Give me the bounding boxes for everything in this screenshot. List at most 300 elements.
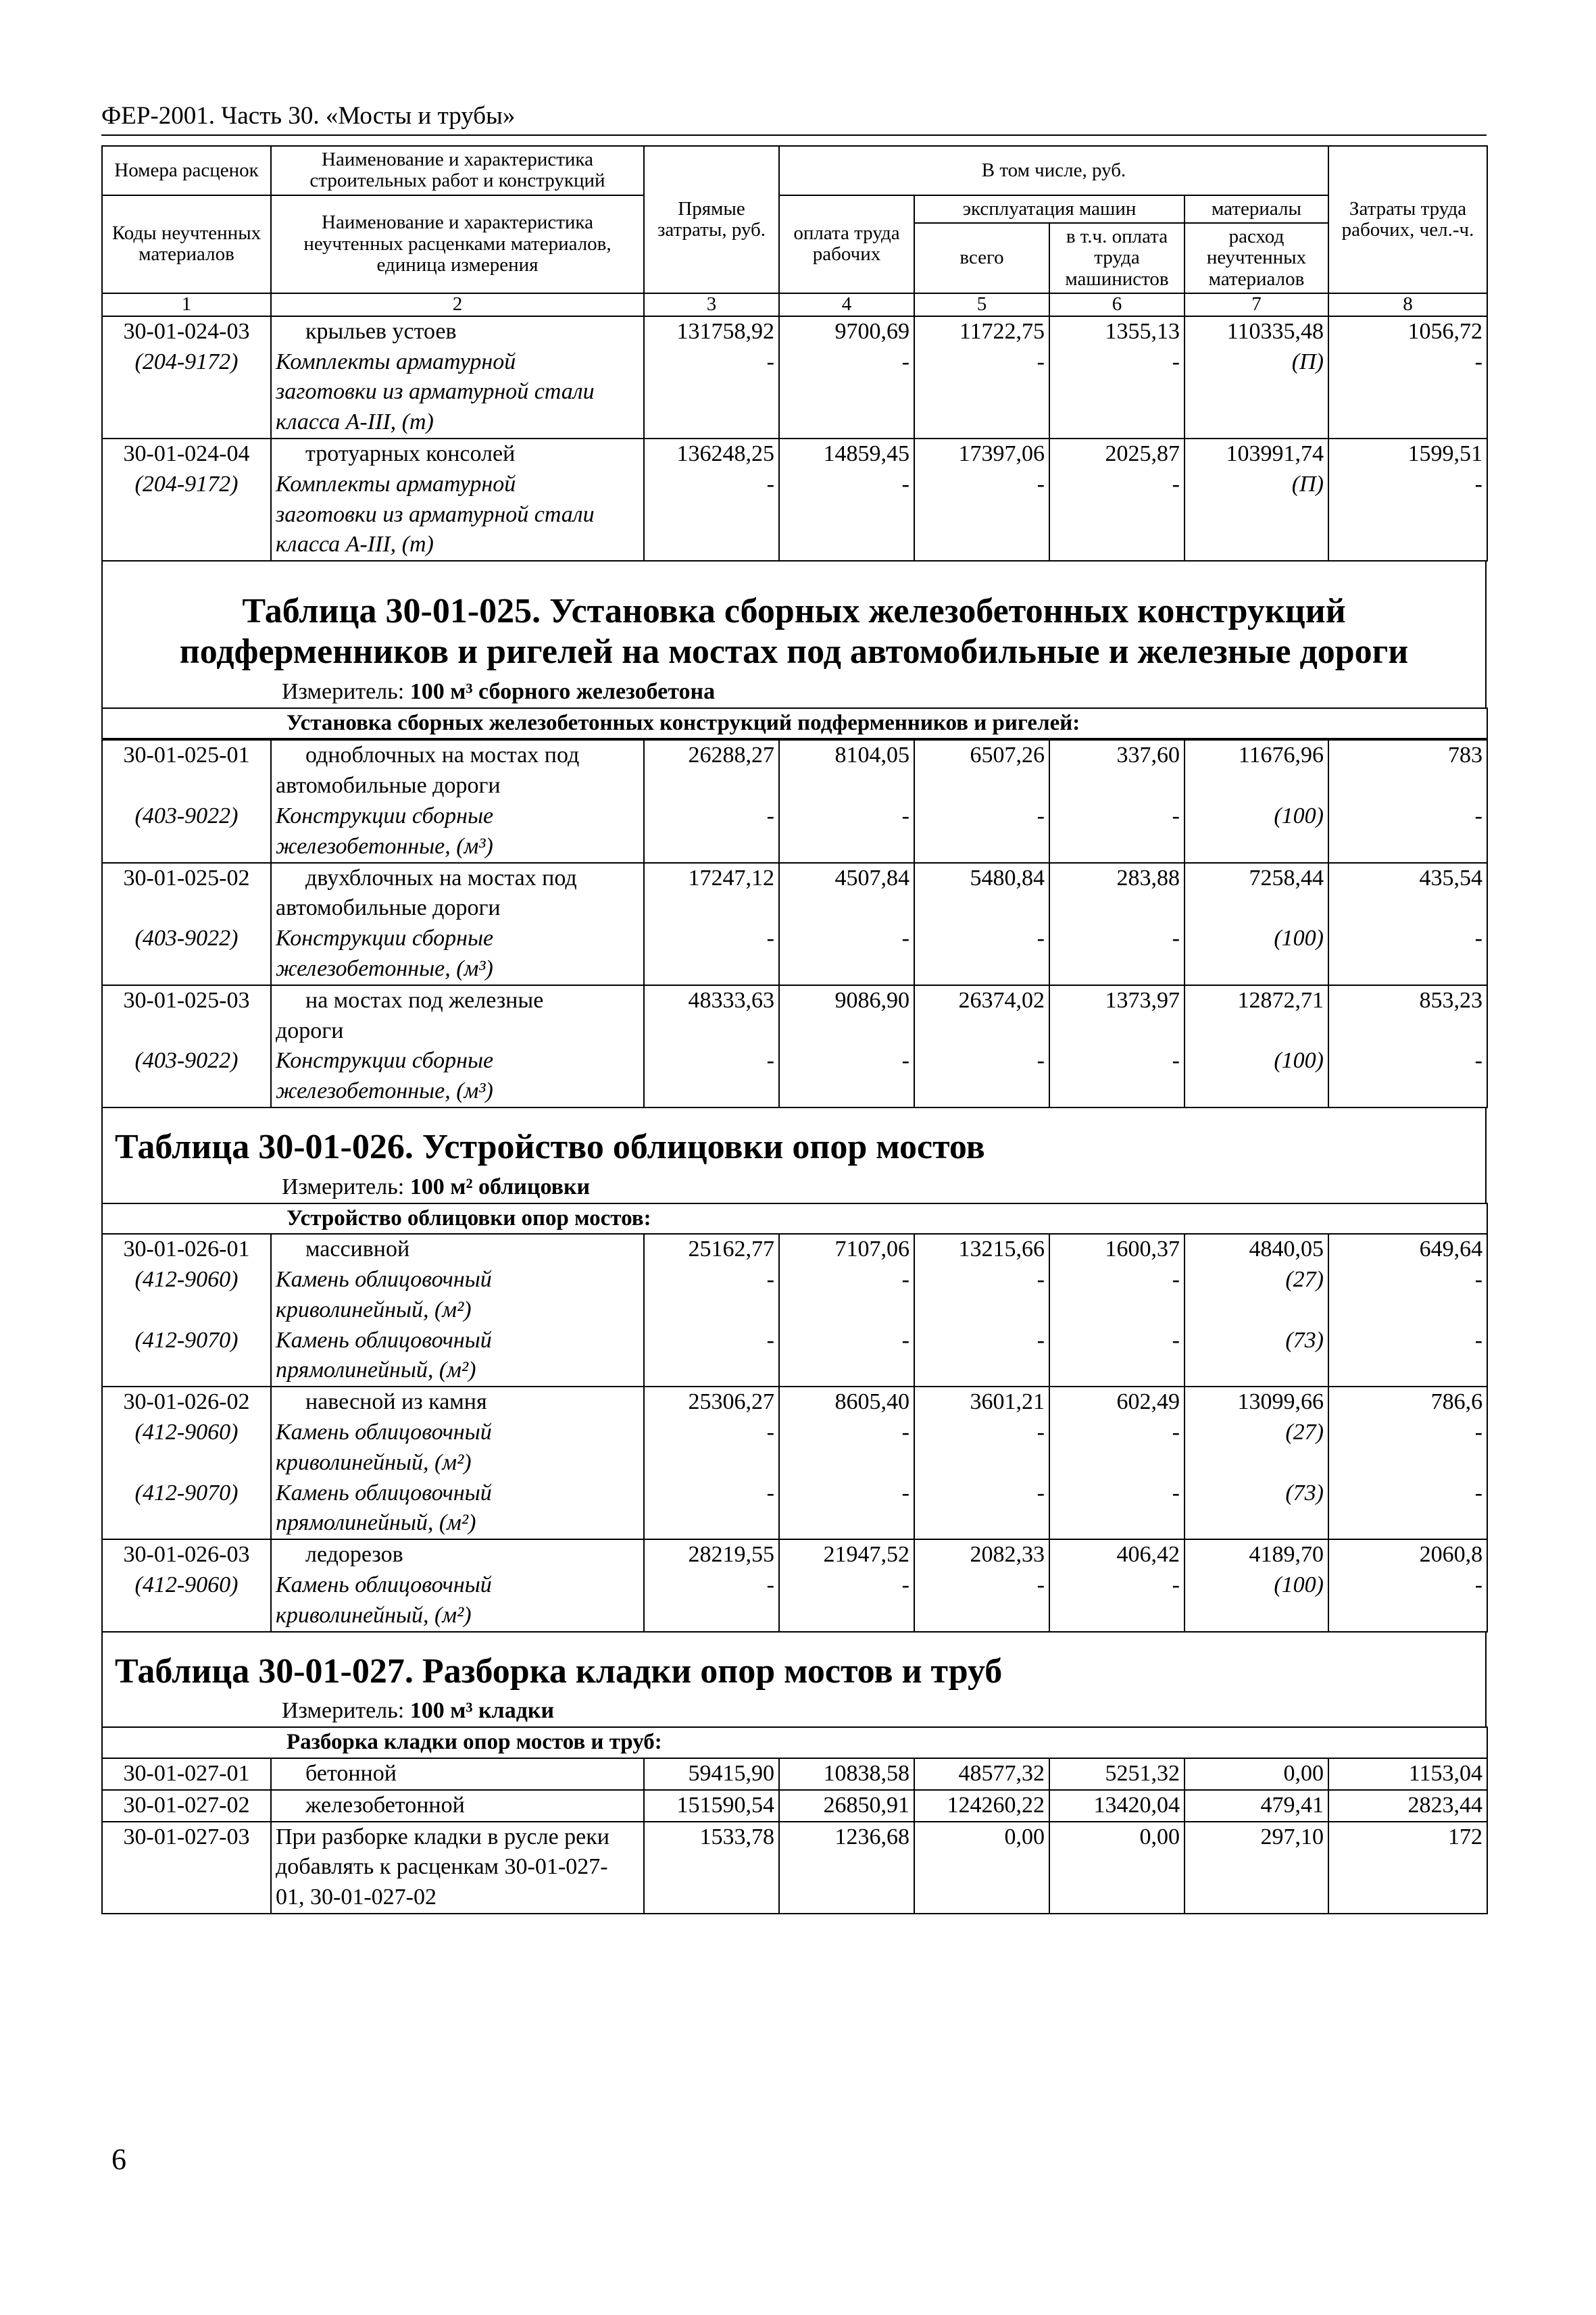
empty-cell bbox=[644, 1295, 779, 1326]
table-row bbox=[102, 470, 1487, 500]
empty-cell bbox=[644, 1076, 779, 1107]
cell-value: - bbox=[644, 347, 779, 378]
measure-label: Измеритель: bbox=[282, 1174, 405, 1199]
empty-cell bbox=[102, 893, 271, 924]
table-row bbox=[102, 985, 1487, 1016]
empty-cell bbox=[1049, 954, 1184, 985]
measure-line bbox=[103, 1698, 1485, 1726]
empty-cell bbox=[914, 1076, 1049, 1107]
cell-value: - bbox=[914, 924, 1049, 954]
table-row bbox=[102, 1508, 1487, 1539]
cell-value: 13099,66 bbox=[1184, 1387, 1328, 1418]
table-row bbox=[102, 1046, 1487, 1076]
cell-value: 2823,44 bbox=[1328, 1790, 1487, 1822]
cell-value: - bbox=[914, 1046, 1049, 1076]
work-name: автомобильные дороги bbox=[271, 771, 644, 801]
material-code: (204-9172) bbox=[102, 347, 271, 378]
measure-label: Измеритель: bbox=[282, 1698, 405, 1724]
empty-cell bbox=[1184, 1852, 1328, 1883]
cell-value: 21947,52 bbox=[779, 1539, 914, 1570]
empty-cell bbox=[1184, 954, 1328, 985]
cell-value: - bbox=[1049, 1418, 1184, 1448]
header-direct-costs: Прямые затраты, руб. bbox=[644, 146, 779, 293]
empty-cell bbox=[779, 1508, 914, 1539]
rate-code: 30-01-026-03 bbox=[102, 1539, 271, 1570]
empty-cell bbox=[914, 1448, 1049, 1478]
empty-cell bbox=[914, 1508, 1049, 1539]
empty-cell bbox=[1328, 1355, 1487, 1387]
table-row bbox=[102, 316, 1487, 347]
work-name: дороги bbox=[271, 1016, 644, 1047]
material-name: Конструкции сборные bbox=[271, 924, 644, 954]
work-name: крыльев устоев bbox=[271, 316, 644, 347]
work-name: ледорезов bbox=[271, 1539, 644, 1570]
table-row bbox=[102, 740, 1487, 771]
work-name: навесной из камня bbox=[271, 1387, 644, 1418]
cell-value: - bbox=[644, 801, 779, 832]
empty-cell bbox=[1328, 893, 1487, 924]
cell-value: - bbox=[779, 1418, 914, 1448]
cell-value: - bbox=[779, 801, 914, 832]
material-name: Конструкции сборные bbox=[271, 1046, 644, 1076]
material-name: железобетонные, (м³) bbox=[271, 832, 644, 863]
work-name: автомобильные дороги bbox=[271, 893, 644, 924]
empty-cell bbox=[1184, 893, 1328, 924]
cell-value: 1600,37 bbox=[1049, 1234, 1184, 1265]
empty-cell bbox=[102, 1295, 271, 1326]
work-name: двухблочных на мостах под bbox=[271, 863, 644, 894]
header-material-codes: Коды неучтенных материалов bbox=[102, 195, 271, 293]
rate-code: 30-01-026-01 bbox=[102, 1234, 271, 1265]
table-row bbox=[102, 1539, 1487, 1570]
cell-value: (27) bbox=[1184, 1418, 1328, 1448]
empty-cell bbox=[102, 1883, 271, 1914]
cell-value: - bbox=[1328, 470, 1487, 500]
table-row bbox=[102, 530, 1487, 561]
cell-value: 853,23 bbox=[1328, 985, 1487, 1016]
empty-cell bbox=[644, 893, 779, 924]
cell-value: 26374,02 bbox=[914, 985, 1049, 1016]
empty-cell bbox=[102, 1448, 271, 1478]
rate-code: 30-01-027-03 bbox=[102, 1822, 271, 1853]
cell-value: (П) bbox=[1184, 470, 1328, 500]
measure-value: 100 м³ кладки bbox=[409, 1698, 555, 1724]
empty-cell bbox=[102, 771, 271, 801]
column-number: 6 bbox=[1049, 293, 1184, 316]
cell-value: 110335,48 bbox=[1184, 316, 1328, 347]
material-code: (403-9022) bbox=[102, 1046, 271, 1076]
cell-value: 8605,40 bbox=[779, 1387, 914, 1418]
table-row bbox=[102, 771, 1487, 801]
material-name: класса А-III, (т) bbox=[271, 407, 644, 439]
table-row bbox=[102, 439, 1487, 470]
empty-cell bbox=[1328, 1508, 1487, 1539]
cell-value: - bbox=[644, 1570, 779, 1601]
cell-value: 11722,75 bbox=[914, 316, 1049, 347]
table-row bbox=[102, 1883, 1487, 1914]
work-name: тротуарных консолей bbox=[271, 439, 644, 470]
cell-value: - bbox=[779, 470, 914, 500]
cell-value: - bbox=[779, 924, 914, 954]
table-026-heading bbox=[101, 1108, 1487, 1203]
header-materials: материалы bbox=[1184, 195, 1328, 223]
cell-value: - bbox=[779, 347, 914, 378]
work-name: железобетонной bbox=[271, 1790, 644, 1822]
table-row bbox=[102, 1790, 1487, 1822]
cell-value: - bbox=[914, 1265, 1049, 1295]
cell-value: 48577,32 bbox=[914, 1758, 1049, 1790]
section-heading: Устройство облицовки опор мостов: bbox=[102, 1203, 1487, 1235]
table-row bbox=[102, 500, 1487, 530]
material-name: Камень облицовочный bbox=[271, 1478, 644, 1509]
empty-cell bbox=[779, 1448, 914, 1478]
work-name: добавлять к расценкам 30-01-027- bbox=[271, 1852, 644, 1883]
header-labor-hours: Затраты труда рабочих, чел.-ч. bbox=[1328, 146, 1487, 293]
empty-cell bbox=[779, 1355, 914, 1387]
cell-value: 2082,33 bbox=[914, 1539, 1049, 1570]
measure-label: Измеритель: bbox=[282, 678, 405, 704]
material-name: Камень облицовочный bbox=[271, 1570, 644, 1601]
cell-value: 4840,05 bbox=[1184, 1234, 1328, 1265]
empty-cell bbox=[1328, 1016, 1487, 1047]
cell-value: 1373,97 bbox=[1049, 985, 1184, 1016]
table-row bbox=[102, 1478, 1487, 1509]
cell-value: 9700,69 bbox=[779, 316, 914, 347]
cell-value: 297,10 bbox=[1184, 1822, 1328, 1853]
cell-value: 649,64 bbox=[1328, 1234, 1487, 1265]
material-name: железобетонные, (м³) bbox=[271, 954, 644, 985]
column-number: 7 bbox=[1184, 293, 1328, 316]
cell-value: (100) bbox=[1184, 924, 1328, 954]
cell-value: - bbox=[644, 1478, 779, 1509]
empty-cell bbox=[1049, 1883, 1184, 1914]
empty-cell bbox=[1328, 954, 1487, 985]
cell-value: - bbox=[644, 470, 779, 500]
work-name: бетонной bbox=[271, 1758, 644, 1790]
empty-cell bbox=[1049, 1016, 1184, 1047]
work-name: 01, 30-01-027-02 bbox=[271, 1883, 644, 1914]
empty-cell bbox=[1328, 1448, 1487, 1478]
cell-value: - bbox=[914, 1478, 1049, 1509]
cell-value: - bbox=[1328, 1265, 1487, 1295]
table-row bbox=[102, 1448, 1487, 1478]
document-page bbox=[101, 101, 1487, 1914]
cell-value: 17247,12 bbox=[644, 863, 779, 894]
table-row bbox=[102, 1265, 1487, 1295]
empty-cell bbox=[1049, 832, 1184, 863]
table-row bbox=[102, 1418, 1487, 1448]
empty-cell bbox=[779, 1601, 914, 1632]
cell-value: 13420,04 bbox=[1049, 1790, 1184, 1822]
cell-value: - bbox=[1328, 347, 1487, 378]
table-row bbox=[102, 832, 1487, 863]
table-row bbox=[102, 893, 1487, 924]
material-code: (412-9070) bbox=[102, 1478, 271, 1509]
empty-cell bbox=[914, 1852, 1049, 1883]
cell-value: 1533,78 bbox=[644, 1822, 779, 1853]
cell-value: 25306,27 bbox=[644, 1387, 779, 1418]
page-number: 6 bbox=[111, 2143, 126, 2176]
cell-value: 6507,26 bbox=[914, 740, 1049, 771]
empty-cell bbox=[779, 1016, 914, 1047]
cell-value: (100) bbox=[1184, 1570, 1328, 1601]
cell-value: - bbox=[644, 1265, 779, 1295]
empty-cell bbox=[1184, 771, 1328, 801]
material-code: (403-9022) bbox=[102, 801, 271, 832]
cell-value: (100) bbox=[1184, 1046, 1328, 1076]
column-header-table bbox=[101, 145, 1488, 562]
cell-value: - bbox=[644, 1418, 779, 1448]
empty-cell bbox=[644, 1601, 779, 1632]
material-name: заготовки из арматурной стали bbox=[271, 377, 644, 407]
empty-cell bbox=[644, 1448, 779, 1478]
measure-line bbox=[103, 679, 1485, 707]
cell-value: - bbox=[779, 1265, 914, 1295]
cell-value: 10838,58 bbox=[779, 1758, 914, 1790]
empty-cell bbox=[644, 1852, 779, 1883]
material-name: криволинейный, (м²) bbox=[271, 1295, 644, 1326]
cell-value: 151590,54 bbox=[644, 1790, 779, 1822]
cell-value: - bbox=[914, 1418, 1049, 1448]
table-027-title: Таблица 30-01-027. Разборка кладки опор мостов и труб bbox=[115, 1651, 1003, 1691]
table-row bbox=[102, 954, 1487, 985]
cell-value: 103991,74 bbox=[1184, 439, 1328, 470]
empty-cell bbox=[1049, 771, 1184, 801]
table-025-body bbox=[101, 739, 1488, 1108]
cell-value: 0,00 bbox=[1184, 1758, 1328, 1790]
empty-cell bbox=[102, 1508, 271, 1539]
material-name: железобетонные, (м³) bbox=[271, 1076, 644, 1107]
material-name: Камень облицовочный bbox=[271, 1265, 644, 1295]
cell-value: - bbox=[644, 1046, 779, 1076]
empty-cell bbox=[644, 1016, 779, 1047]
empty-cell bbox=[1049, 1852, 1184, 1883]
empty-cell bbox=[1328, 1295, 1487, 1326]
cell-value: 0,00 bbox=[1049, 1822, 1184, 1853]
rate-code: 30-01-024-03 bbox=[102, 316, 271, 347]
section-heading: Разборка кладки опор мостов и труб: bbox=[102, 1727, 1487, 1758]
cell-value: 1236,68 bbox=[779, 1822, 914, 1853]
cell-value: 4189,70 bbox=[1184, 1539, 1328, 1570]
cell-value: - bbox=[1328, 1478, 1487, 1509]
work-name: одноблочных на мостах под bbox=[271, 740, 644, 771]
cell-value: 2025,87 bbox=[1049, 439, 1184, 470]
empty-cell bbox=[914, 1601, 1049, 1632]
cell-value: (100) bbox=[1184, 801, 1328, 832]
empty-cell bbox=[1328, 1883, 1487, 1914]
table-row bbox=[102, 1570, 1487, 1601]
cell-value: 131758,92 bbox=[644, 316, 779, 347]
cell-value: - bbox=[1049, 1570, 1184, 1601]
cell-value: - bbox=[914, 347, 1049, 378]
cell-value: - bbox=[1049, 347, 1184, 378]
cell-value: - bbox=[1049, 1326, 1184, 1356]
empty-cell bbox=[102, 1016, 271, 1047]
cell-value: - bbox=[1328, 924, 1487, 954]
table-025-heading bbox=[101, 562, 1487, 707]
empty-cell bbox=[1049, 1448, 1184, 1478]
cell-value: 4507,84 bbox=[779, 863, 914, 894]
empty-cell bbox=[1184, 1295, 1328, 1326]
header-material-usage: расход неучтенных материалов bbox=[1184, 223, 1328, 293]
running-header: ФЕР-2001. Часть 30. «Мосты и трубы» bbox=[101, 101, 1487, 136]
material-code: (204-9172) bbox=[102, 470, 271, 500]
empty-cell bbox=[779, 1295, 914, 1326]
material-name: класса А-III, (т) bbox=[271, 530, 644, 561]
empty-cell bbox=[644, 954, 779, 985]
header-machinist-pay: в т.ч. оплата труда машинистов bbox=[1049, 223, 1184, 293]
cell-value: - bbox=[914, 1570, 1049, 1601]
empty-cell bbox=[914, 1295, 1049, 1326]
empty-cell bbox=[1049, 1076, 1184, 1107]
table-row bbox=[102, 1822, 1487, 1853]
table-row bbox=[102, 1355, 1487, 1387]
header-machines-total: всего bbox=[914, 223, 1049, 293]
empty-cell bbox=[779, 1076, 914, 1107]
cell-value: 2060,8 bbox=[1328, 1539, 1487, 1570]
empty-cell bbox=[1184, 1601, 1328, 1632]
empty-cell bbox=[779, 832, 914, 863]
empty-cell bbox=[1328, 832, 1487, 863]
empty-cell bbox=[1184, 1883, 1328, 1914]
empty-cell bbox=[914, 832, 1049, 863]
header-name: Наименование и характеристика строительных работ и конструкций bbox=[271, 146, 644, 195]
cell-value: - bbox=[779, 1478, 914, 1509]
material-name: Комплекты арматурной bbox=[271, 347, 644, 378]
cell-value: 124260,22 bbox=[914, 1790, 1049, 1822]
cell-value: - bbox=[644, 1326, 779, 1356]
cell-value: (73) bbox=[1184, 1478, 1328, 1509]
empty-cell bbox=[1328, 1852, 1487, 1883]
header-material-name: Наименование и характеристика неучтенных расценками материалов, единица измерения bbox=[271, 195, 644, 293]
cell-value: - bbox=[644, 924, 779, 954]
table-row bbox=[102, 1076, 1487, 1107]
cell-value: 13215,66 bbox=[914, 1234, 1049, 1265]
measure-value: 100 м³ сборного железобетона bbox=[409, 678, 716, 704]
column-number: 4 bbox=[779, 293, 914, 316]
column-number: 1 bbox=[102, 293, 271, 316]
cell-value: 17397,06 bbox=[914, 439, 1049, 470]
empty-cell bbox=[1049, 893, 1184, 924]
empty-cell bbox=[1049, 1295, 1184, 1326]
cell-value: - bbox=[1328, 1046, 1487, 1076]
empty-cell bbox=[779, 1883, 914, 1914]
column-number: 3 bbox=[644, 293, 779, 316]
table-row bbox=[102, 1295, 1487, 1326]
empty-cell bbox=[914, 954, 1049, 985]
empty-cell bbox=[1328, 1076, 1487, 1107]
cell-value: 25162,77 bbox=[644, 1234, 779, 1265]
cell-value: 3601,21 bbox=[914, 1387, 1049, 1418]
empty-cell bbox=[102, 1076, 271, 1107]
cell-value: - bbox=[1328, 801, 1487, 832]
column-number: 8 bbox=[1328, 293, 1487, 316]
material-name: Комплекты арматурной bbox=[271, 470, 644, 500]
empty-cell bbox=[644, 1355, 779, 1387]
material-name: заготовки из арматурной стали bbox=[271, 500, 644, 530]
empty-cell bbox=[102, 1601, 271, 1632]
cell-value: - bbox=[1049, 470, 1184, 500]
cell-value: 1056,72 bbox=[1328, 316, 1487, 347]
rate-code: 30-01-027-02 bbox=[102, 1790, 271, 1822]
empty-cell bbox=[779, 771, 914, 801]
cell-value: 786,6 bbox=[1328, 1387, 1487, 1418]
cell-value: 479,41 bbox=[1184, 1790, 1328, 1822]
cell-value: 48333,63 bbox=[644, 985, 779, 1016]
table-row bbox=[102, 1387, 1487, 1418]
empty-cell bbox=[644, 832, 779, 863]
material-name: прямолинейный, (м²) bbox=[271, 1508, 644, 1539]
cell-value: 783 bbox=[1328, 740, 1487, 771]
column-number: 5 bbox=[914, 293, 1049, 316]
cell-value: 28219,55 bbox=[644, 1539, 779, 1570]
table-027-heading bbox=[101, 1633, 1487, 1727]
material-code: (412-9060) bbox=[102, 1265, 271, 1295]
table-row bbox=[102, 924, 1487, 954]
cell-value: 406,42 bbox=[1049, 1539, 1184, 1570]
empty-cell bbox=[644, 1883, 779, 1914]
empty-cell bbox=[1328, 771, 1487, 801]
material-code: (412-9060) bbox=[102, 1570, 271, 1601]
material-code: (412-9060) bbox=[102, 1418, 271, 1448]
header-machines: эксплуатация машин bbox=[914, 195, 1184, 223]
empty-cell bbox=[1328, 1601, 1487, 1632]
cell-value: 7107,06 bbox=[779, 1234, 914, 1265]
empty-cell bbox=[914, 1016, 1049, 1047]
table-row bbox=[102, 1852, 1487, 1883]
empty-cell bbox=[1184, 832, 1328, 863]
empty-cell bbox=[779, 893, 914, 924]
rate-code: 30-01-025-03 bbox=[102, 985, 271, 1016]
cell-value: (27) bbox=[1184, 1265, 1328, 1295]
cell-value: (П) bbox=[1184, 347, 1328, 378]
empty-cell bbox=[1184, 1016, 1328, 1047]
cell-value: 11676,96 bbox=[1184, 740, 1328, 771]
cell-value: 172 bbox=[1328, 1822, 1487, 1853]
cell-value: 8104,05 bbox=[779, 740, 914, 771]
cell-value: 1599,51 bbox=[1328, 439, 1487, 470]
table-row bbox=[102, 863, 1487, 894]
rate-code: 30-01-026-02 bbox=[102, 1387, 271, 1418]
work-name: массивной bbox=[271, 1234, 644, 1265]
table-row bbox=[102, 1758, 1487, 1790]
cell-value: 1153,04 bbox=[1328, 1758, 1487, 1790]
rate-code: 30-01-027-01 bbox=[102, 1758, 271, 1790]
cell-value: - bbox=[914, 801, 1049, 832]
empty-cell bbox=[102, 1355, 271, 1387]
cell-value: 26288,27 bbox=[644, 740, 779, 771]
material-name: Камень облицовочный bbox=[271, 1326, 644, 1356]
material-name: прямолинейный, (м²) bbox=[271, 1355, 644, 1387]
empty-cell bbox=[914, 893, 1049, 924]
cell-value: 435,54 bbox=[1328, 863, 1487, 894]
table-row bbox=[102, 377, 1487, 407]
measure-value: 100 м² облицовки bbox=[409, 1174, 591, 1199]
cell-value: - bbox=[914, 470, 1049, 500]
section-heading: Установка сборных железобетонных конструкций подферменников и ригелей: bbox=[102, 708, 1487, 739]
empty-cell bbox=[1184, 1448, 1328, 1478]
cell-value: - bbox=[1049, 924, 1184, 954]
material-name: Камень облицовочный bbox=[271, 1418, 644, 1448]
work-name: При разборке кладки в русле реки bbox=[271, 1822, 644, 1853]
cell-value: 12872,71 bbox=[1184, 985, 1328, 1016]
cell-value: - bbox=[1049, 1265, 1184, 1295]
empty-cell bbox=[914, 771, 1049, 801]
empty-cell bbox=[1184, 1076, 1328, 1107]
empty-cell bbox=[1184, 1508, 1328, 1539]
table-row bbox=[102, 1601, 1487, 1632]
material-code: (403-9022) bbox=[102, 924, 271, 954]
